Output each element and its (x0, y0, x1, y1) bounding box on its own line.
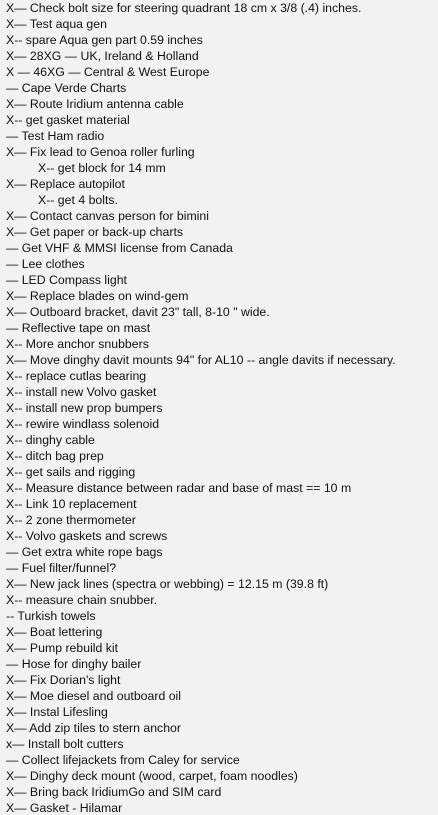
list-item: X-- Link 10 replacement (6, 497, 137, 511)
list-item: X-- More anchor snubbers (6, 337, 149, 351)
list-item: X-- install new Volvo gasket (6, 385, 157, 399)
list-item: X— Check bolt size for steering quadrant 18 cm x 3/8 (.4) inches. (6, 1, 362, 15)
list-item: X— Contact canvas person for bimini (6, 209, 209, 223)
list-item: — Get extra white rope bags (6, 545, 163, 559)
list-item: — Reflective tape on mast (6, 321, 151, 335)
list-item: X— Outboard bracket, davit 23" tall, 8-10 " wide. (6, 305, 270, 319)
list-item: — Get VHF & MMSI license from Canada (6, 241, 233, 255)
list-item: — Fuel filter/funnel? (6, 561, 117, 575)
list-item: X— Instal Lifesling (6, 705, 108, 719)
list-item: X-- get gasket material (6, 113, 130, 127)
list-subitem: X-- get 4 bolts. (38, 193, 118, 207)
list-item: X-- Volvo gaskets and screws (6, 529, 168, 543)
list-item: X— New jack lines (spectra or webbing) = 12.15 m (39.8 ft) (6, 577, 329, 591)
list-item: X— Fix lead to Genoa roller furling (6, 145, 195, 159)
list-item: X— Replace autopilot (6, 177, 125, 191)
list-item: X— Fix Dorian's light (6, 673, 121, 687)
list-item: X-- spare Aqua gen part 0.59 inches (6, 33, 203, 47)
list-item: X— Boat lettering (6, 625, 103, 639)
list-item: X— 28XG — UK, Ireland & Holland (6, 49, 199, 63)
list-subitem: X-- get block for 14 mm (38, 161, 166, 175)
list-item: X — 46XG — Central & West Europe (6, 65, 210, 79)
list-item: X-- get sails and rigging (6, 465, 136, 479)
list-item: X— Pump rebuild kit (6, 641, 119, 655)
list-item: X-- install new prop bumpers (6, 401, 163, 415)
list-item: — Hose for dinghy bailer (6, 657, 142, 671)
list-item: X— Moe diesel and outboard oil (6, 689, 181, 703)
list-item: X— Bring back IridiumGo and SIM card (6, 785, 222, 799)
list-item: — Test Ham radio (6, 129, 105, 143)
list-item: X-- ditch bag prep (6, 449, 104, 463)
list-item: X-- Measure distance between radar and base of mast == 10 m (6, 481, 352, 495)
list-item: X— Gasket - Hilamar (6, 801, 123, 815)
list-item: X— Dinghy deck mount (wood, carpet, foam noodles) (6, 769, 298, 783)
list-item: X— Move dinghy davit mounts 94" for AL10 -- angle davits if necessary. (6, 353, 396, 367)
list-item: X-- measure chain snubber. (6, 593, 158, 607)
list-item: X-- rewire windlass solenoid (6, 417, 160, 431)
list-item: X— Replace blades on wind-gem (6, 289, 189, 303)
list-item: X— Add zip tiles to stern anchor (6, 721, 181, 735)
list-item: X-- 2 zone thermometer (6, 513, 136, 527)
list-item: X-- dinghy cable (6, 433, 95, 447)
list-item: X— Test aqua gen (6, 17, 107, 31)
list-item: X-- replace cutlas bearing (6, 369, 147, 383)
list-item: x— Install bolt cutters (6, 737, 124, 751)
list-item: X— Get paper or back-up charts (6, 225, 184, 239)
list-item: -- Turkish towels (6, 609, 96, 623)
list-item: X— Route Iridium antenna cable (6, 97, 184, 111)
list-item: — LED Compass light (6, 273, 127, 287)
list-item: — Lee clothes (6, 257, 85, 271)
list-item: — Collect lifejackets from Caley for service (6, 753, 240, 767)
list-item: — Cape Verde Charts (6, 81, 127, 95)
